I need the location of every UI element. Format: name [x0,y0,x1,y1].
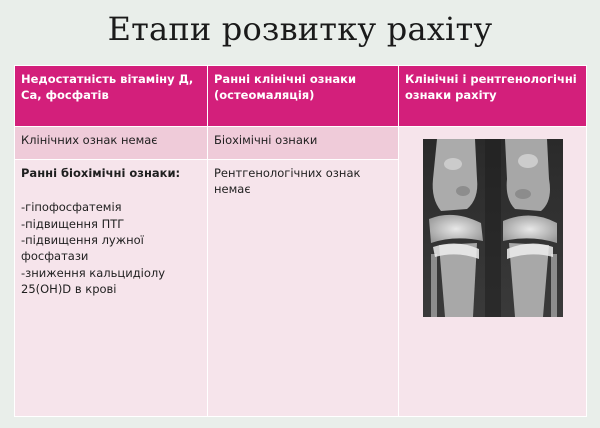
header-vitamin-deficiency: Недостатність вітаміну Д, Са, фосфатів [15,66,208,127]
cell-no-clinical-signs: Клінічних ознак немає [15,127,208,160]
header-early-clinical: Ранні клінічні ознаки (остеомаляція) [208,66,399,127]
list-item: -підвищення лужної фосфатази [21,232,144,264]
cell-biochemical-signs: Біохімічні ознаки [208,127,399,160]
slide-title: Етапи розвитку рахіту [107,10,493,48]
biochemical-list [21,199,201,297]
cell-xray [399,127,587,417]
list-item: -підвищення ПТГ [21,216,125,231]
list-item: -гіпофосфатемія [21,200,122,215]
table-row [15,127,587,160]
cell-no-radiological-signs: Рентгенологічних ознак немає [208,160,399,417]
header-clinical-radiological: Клінічні і рентгенологічні ознаки рахіту [399,66,587,127]
stages-table [14,65,587,417]
list-item: -зниження кальцидіолу 25(ОН)D в крові [21,265,166,296]
table-header-row [15,66,587,127]
cell-early-biochemical [15,160,208,417]
early-biochemical-title: Ранні біохімічні ознаки: [21,166,181,180]
knee-xray-image [423,139,563,317]
